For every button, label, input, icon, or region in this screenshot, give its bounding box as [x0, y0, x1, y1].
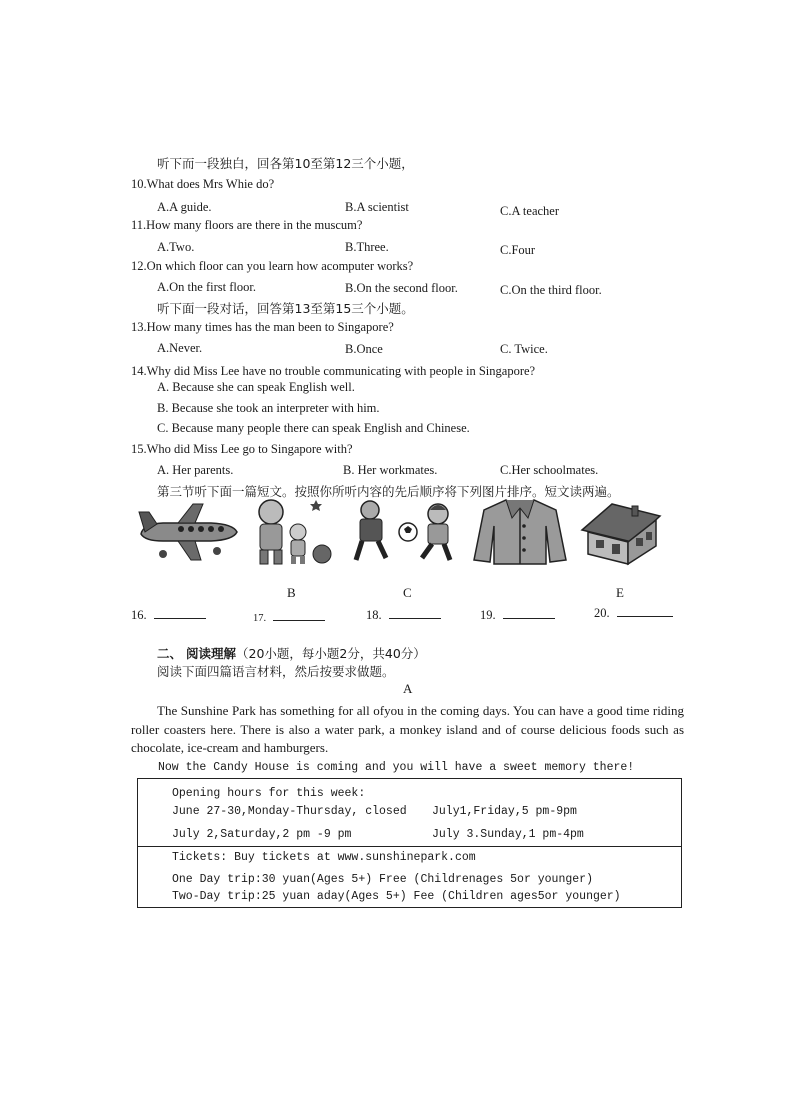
q10-option-c: C.A teacher [500, 204, 560, 218]
answer-blank-18[interactable] [366, 606, 441, 623]
part-two-heading [157, 644, 426, 662]
passage-paragraph [131, 702, 684, 758]
blank-number: 18. [366, 608, 382, 622]
tickets-title: Tickets: Buy tickets at www.sunshinepark.com [172, 851, 476, 864]
question-10-stem: 10.What does Mrs Whie do? [131, 177, 275, 191]
blank-number: 17. [253, 613, 267, 624]
q15-option-a: A. Her parents. [157, 463, 234, 477]
part-two-title: 阅读理解 [186, 646, 237, 661]
table-divider [138, 846, 681, 847]
astronauts-icon [246, 496, 338, 566]
section-intro-passage-ordering: 第三节听下面一篇短文。按照你所听内容的先后顺序将下列图片排序。短文读两遍。 [157, 484, 620, 499]
blank-number: 16. [131, 608, 147, 622]
airplane-icon [133, 496, 241, 566]
q10-option-a: A.A guide. [157, 200, 212, 214]
house-icon [572, 496, 668, 566]
hours-row1-right: July1,Friday,5 pm-9pm [432, 805, 577, 818]
blank-number: 20. [594, 606, 610, 620]
hours-row1-left: June 27-30,Monday-Thursday, closed [172, 805, 407, 818]
q12-option-b: B.On the second floor. [345, 281, 458, 295]
q11-option-b: B.Three. [345, 240, 389, 254]
question-13-stem: 13.How many times has the man been to Singapore? [131, 320, 394, 334]
picture-label-c: C [403, 585, 412, 600]
question-12-stem: 12.On which floor can you learn how acomputer works? [131, 259, 414, 273]
q13-option-c: C. Twice. [500, 342, 548, 356]
q11-option-c: C.Four [500, 243, 536, 257]
answer-line[interactable] [273, 608, 325, 621]
answer-blank-16[interactable] [131, 606, 206, 623]
hours-title: Opening hours for this week: [172, 787, 366, 800]
q13-option-b: B.Once [345, 342, 383, 356]
hours-row2-right: July 3.Sunday,1 pm-4pm [432, 828, 584, 841]
q11-option-a: A.Two. [157, 240, 195, 254]
ticket-row-one-day: One Day trip:30 yuan(Ages 5+) Free (Childrenages 5or younger) [172, 873, 593, 886]
answer-line[interactable] [503, 606, 555, 619]
section-intro-dialogue: 听下面一段对话，回答第13至第15三个小题。 [157, 301, 414, 316]
q12-option-a: A.On the first floor. [157, 280, 256, 294]
answer-line[interactable] [389, 606, 441, 619]
question-15-stem: 15.Who did Miss Lee go to Singapore with? [131, 442, 353, 456]
section-intro-monologue: 听下而一段独白，回各第10至第12三个小题， [157, 156, 414, 171]
answer-line[interactable] [154, 606, 206, 619]
q13-option-a: A.Never. [157, 341, 203, 355]
question-14-stem: 14.Why did Miss Lee have no trouble communicating with people in Singapore? [131, 364, 536, 378]
ticket-row-two-day: Two-Day trip:25 yuan aday(Ages 5+) Fee (Children ages5or younger) [172, 890, 621, 903]
picture-label-e: E [616, 585, 624, 600]
part-two-instruction: 阅读下面四篇语言材料，然后按要求做题。 [157, 664, 395, 679]
picture-label-b: B [287, 585, 296, 600]
answer-blank-17[interactable] [253, 608, 325, 624]
hours-row2-left: July 2,Saturday,2 pm -9 pm [172, 828, 352, 841]
q15-option-b: B. Her workmates. [343, 463, 438, 477]
answer-line[interactable] [617, 604, 673, 617]
info-table [137, 778, 682, 908]
q14-option-b: B. Because she took an interpreter with him. [157, 401, 380, 415]
blank-number: 19. [480, 608, 496, 622]
passage-text: The Sunshine Park has something for all ofyou in the coming days. You can have a good time riding roller coasters here. There is also a water park, a monkey island and of course delicious foods such as chocolate, ice-cream and hamburgers. [131, 703, 684, 755]
answer-blank-20[interactable] [594, 604, 673, 621]
candy-house-line: Now the Candy House is coming and you will have a sweet memory there! [158, 761, 635, 774]
q10-option-b: B.A scientist [345, 200, 409, 214]
q14-option-a: A. Because she can speak English well. [157, 380, 355, 394]
part-two-number: 二、 [157, 646, 183, 661]
q14-option-c: C. Because many people there can speak English and Chinese. [157, 421, 470, 435]
answer-blank-19[interactable] [480, 606, 555, 623]
part-two-note: （20小题，每小题2分，共40分） [236, 646, 426, 661]
question-11-stem: 11.How many floors are there in the muscum? [131, 218, 363, 232]
q12-option-c: C.On the third floor. [500, 283, 602, 297]
q15-option-c: C.Her schoolmates. [500, 463, 599, 477]
passage-label: A [403, 681, 413, 696]
soccer-players-icon [346, 496, 458, 566]
coat-icon [472, 496, 568, 566]
